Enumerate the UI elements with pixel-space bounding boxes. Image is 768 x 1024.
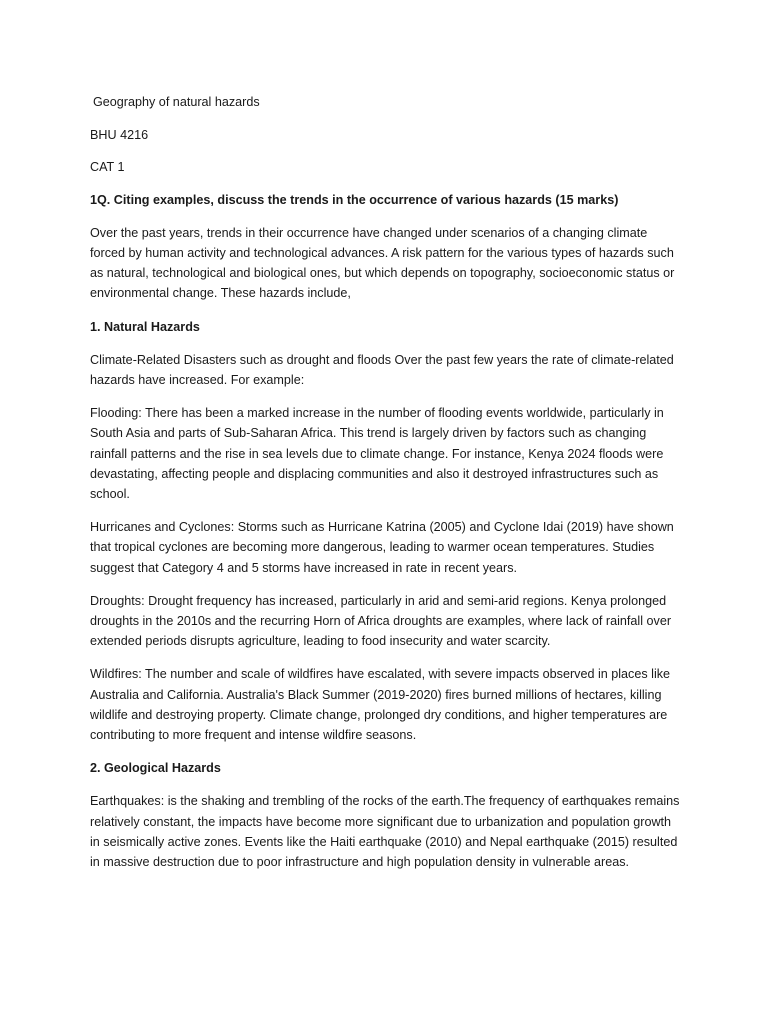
document-page — [90, 92, 682, 885]
question-heading: 1Q. Citing examples, discuss the trends in the occurrence of various hazards (15 marks) — [90, 192, 619, 207]
intro-paragraph: Over the past years, trends in their occurrence have changed under scenarios of a changing climate forced by human activity and technological advances. A risk pattern for the various types of hazards such as natural, technological and biological ones, but which depends on topography, socioeconomic status or environmental change. These hazards include, — [90, 225, 675, 301]
wildfires-paragraph: Wildfires: The number and scale of wildfires have escalated, with severe impacts observed in places like Australia and California. Australia's Black Summer (2019-2020) fires burned millions of hectares, killing wildlife and destroying property. Climate change, prolonged dry conditions, and higher temperatures are contributing to more frequent and intense wildfire seasons. — [90, 667, 671, 743]
hurricanes-paragraph: Hurricanes and Cyclones: Storms such as Hurricane Katrina (2005) and Cyclone Idai (2019) have shown that tropical cyclones are becoming more dangerous, leading to warmer ocean temperatures. Studies suggest that Category 4 and 5 storms have increased in rate in recent years. — [90, 520, 674, 575]
earthquakes-paragraph: Earthquakes: is the shaking and trembling of the rocks of the earth.The frequency of earthquakes remains relatively constant, the impacts have become more significant due to urbanization and population growth in seismically active zones. Events like the Haiti earthquake (2010) and Nepal earthquake (2015) resulted in massive destruction due to poor infrastructure and high population density in vulnerable areas. — [90, 794, 680, 870]
course-code: BHU 4216 — [90, 128, 149, 143]
document-title: Geography of natural hazards — [93, 95, 260, 109]
section-heading-natural-hazards: 1. Natural Hazards — [90, 319, 200, 334]
assessment-label: CAT 1 — [90, 160, 125, 175]
section1-intro-paragraph: Climate-Related Disasters such as drought and floods Over the past few years the rate of climate-related hazards have increased. For example: — [90, 352, 674, 388]
flooding-paragraph: Flooding: There has been a marked increase in the number of flooding events worldwide, particularly in South Asia and parts of Sub-Saharan Africa. This trend is largely driven by factors such as changing rainfall patterns and the rise in sea levels due to climate change. For instance, Kenya 2024 floods were devastating, affecting people and displacing communities and also it destroyed infrastructures such as school. — [90, 406, 664, 502]
droughts-paragraph: Droughts: Drought frequency has increased, particularly in arid and semi-arid regions. Kenya prolonged droughts in the 2010s and the recurring Horn of Africa droughts are examples, where lack of rainfall over extended periods disrupts agriculture, leading to food insecurity and water scarcity. — [90, 593, 672, 649]
section-heading-geological-hazards: 2. Geological Hazards — [90, 761, 221, 776]
